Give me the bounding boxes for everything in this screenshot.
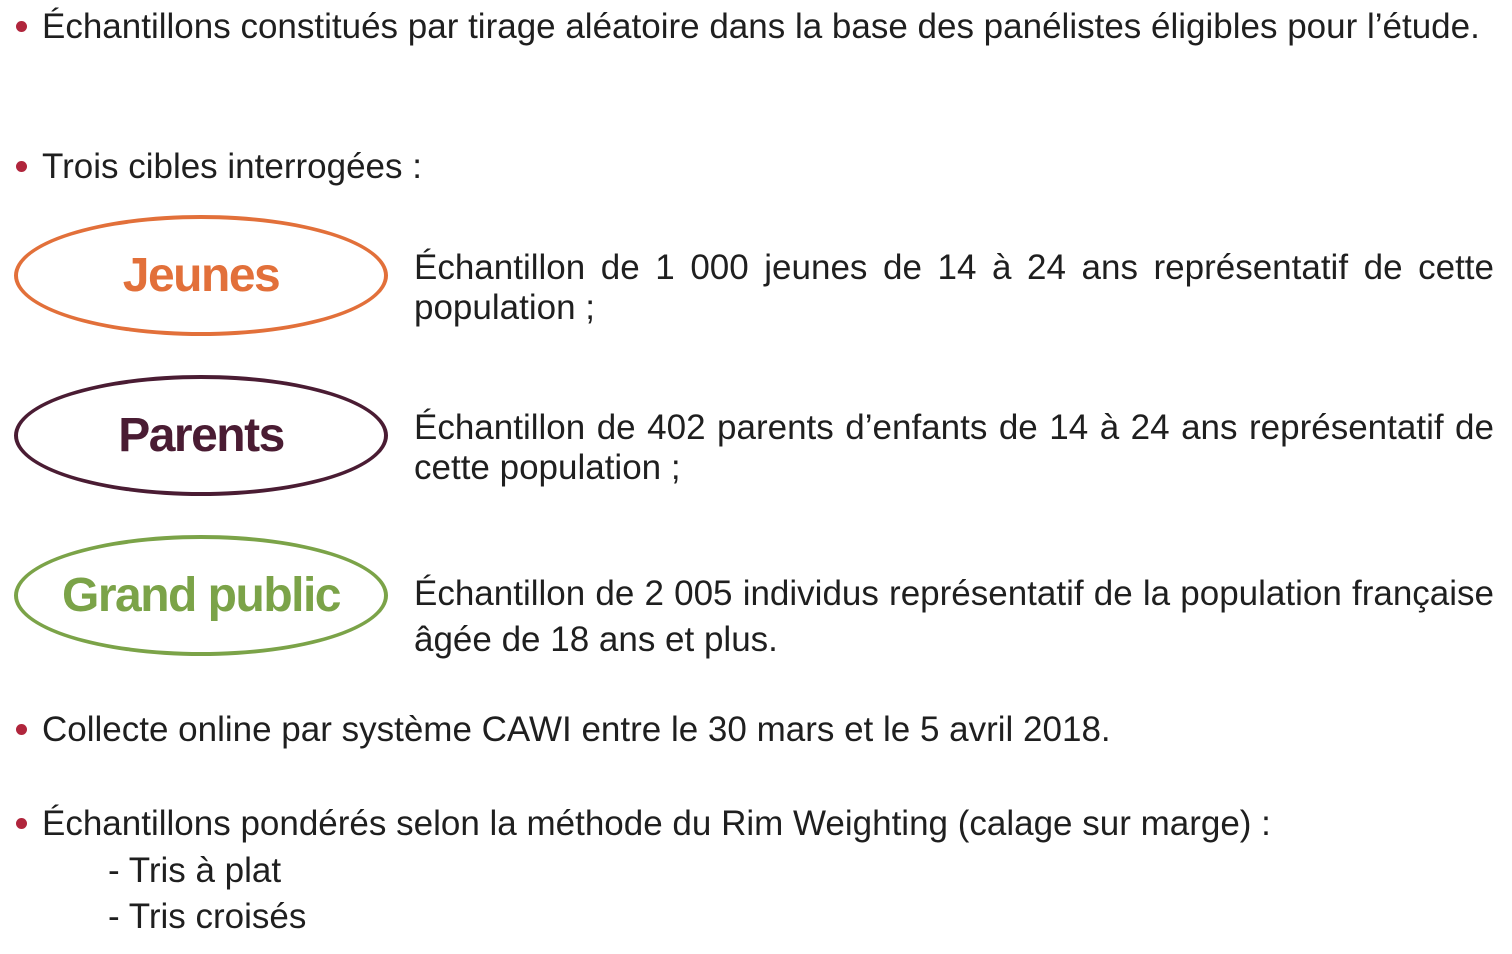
bullet-weighting-text: Échantillons pondérés selon la méthode du Rim Weighting (calage sur marge) :	[42, 804, 1271, 843]
target-jeunes-ellipse	[14, 215, 388, 336]
weighting-subitem: - Tris à plat	[108, 851, 282, 890]
bullet-dot-icon	[16, 21, 27, 32]
bullet-sampling-text: Échantillons constitués par tirage aléatoire dans la base des panélistes éligibles pour l’étude.	[42, 7, 1480, 46]
bullet-targets-intro-text: Trois cibles interrogées :	[42, 147, 422, 186]
target-parents-description: Échantillon de 402 parents d’enfants de 14 à 24 ans représentatif de cette population ;	[414, 408, 1494, 487]
bullet-collection-text: Collecte online par système CAWI entre le 30 mars et le 5 avril 2018.	[42, 710, 1111, 749]
target-jeunes	[14, 215, 1494, 335]
target-grand-public-ellipse	[14, 535, 388, 656]
weighting-subitems	[108, 848, 306, 940]
weighting-subitem: - Tris croisés	[108, 897, 307, 936]
target-grand-public	[14, 535, 1494, 659]
target-jeunes-label: Jeunes	[122, 249, 280, 302]
target-parents-label: Parents	[118, 409, 284, 462]
bullet-dot-icon	[16, 818, 27, 829]
target-parents	[14, 375, 1494, 495]
target-grand-public-description: Échantillon de 2 005 individus représentatif de la population française âgée de 18 ans et plus.	[414, 574, 1494, 659]
target-parents-ellipse	[14, 375, 388, 496]
bullet-dot-icon	[16, 161, 27, 172]
target-grand-public-label: Grand public	[61, 569, 340, 622]
target-jeunes-description: Échantillon de 1 000 jeunes de 14 à 24 ans représentatif de cette population ;	[414, 248, 1494, 327]
bullet-dot-icon	[16, 724, 27, 735]
